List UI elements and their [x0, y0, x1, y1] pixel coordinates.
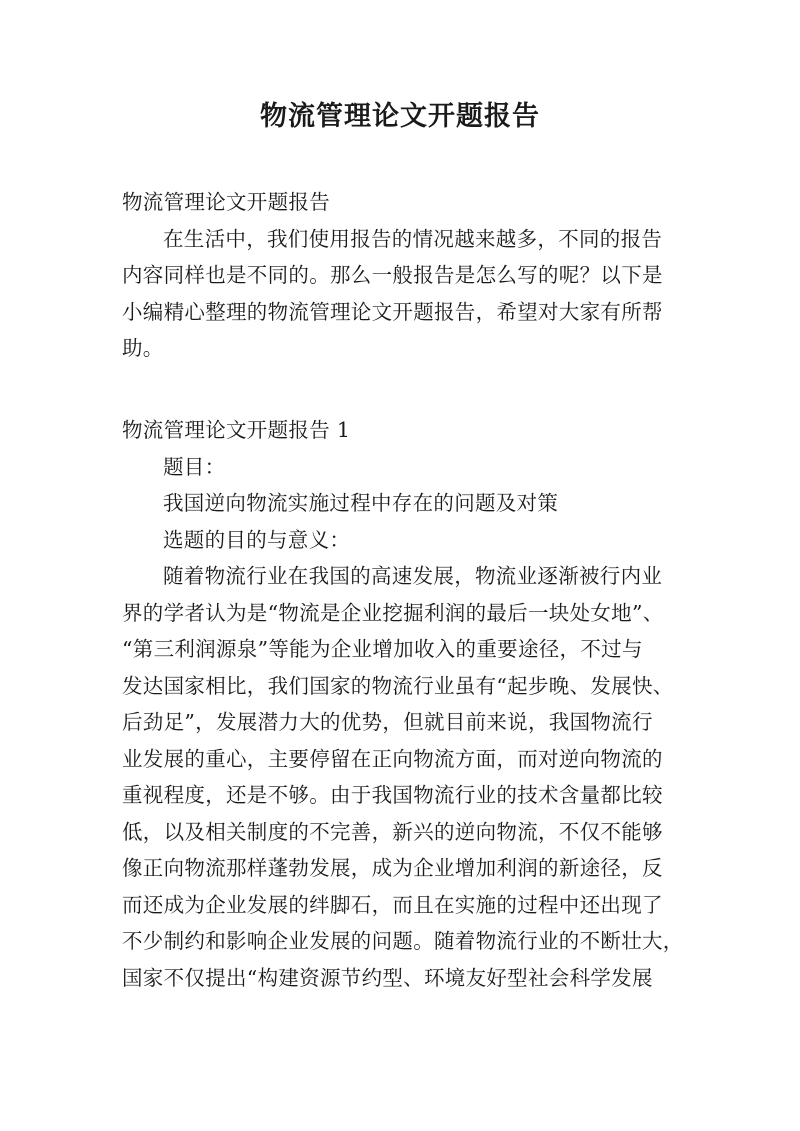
purpose-paragraph-line: 而还成为企业发展的绊脚石，而且在实施的过程中还出现了 [122, 892, 663, 917]
report-1-heading: 物流管理论文开题报告 1 [122, 418, 351, 442]
purpose-paragraph-line: 业发展的重心，主要停留在正向物流方面，而对逆向物流的 [122, 746, 663, 771]
purpose-label: 选题的目的与意义： [163, 527, 351, 552]
purpose-paragraph-line: 重视程度，还是不够。由于我国物流行业的技术含量都比较 [122, 783, 663, 807]
purpose-paragraph-line: 低，以及相关制度的不完善，新兴的逆向物流，不仅不能够 [122, 819, 663, 844]
purpose-paragraph-line: 随着物流行业在我国的高速发展，物流业逐渐被行内业 [163, 564, 663, 588]
topic-text: 我国逆向物流实施过程中存在的问题及对策 [163, 491, 559, 515]
purpose-paragraph-line: “第三利润源泉”等能为企业增加收入的重要途径，不过与 [122, 637, 643, 661]
purpose-paragraph-line: 发达国家相比，我们国家的物流行业虽有“起步晚、发展快、 [122, 673, 674, 698]
intro-paragraph-line: 在生活中，我们使用报告的情况越来越多，不同的报告 [163, 226, 663, 251]
report-1-section [122, 412, 682, 996]
purpose-paragraph-line: 界的学者认为是“物流是企业挖掘利润的最后一块处女地”、 [122, 600, 664, 625]
intro-paragraph-line: 内容同样也是不同的。那么一般报告是怎么写的呢？以下是 [122, 263, 663, 287]
purpose-paragraph-line: 后劲足”，发展潜力大的优势，但就目前来说，我国物流行 [122, 710, 653, 734]
topic-label: 题目： [163, 454, 226, 479]
purpose-paragraph-line: 像正向物流那样蓬勃发展，成为企业增加利润的新途径，反 [122, 856, 663, 880]
intro-paragraph-line: 小编精心整理的物流管理论文开题报告，希望对大家有所帮 [122, 299, 663, 324]
intro-heading: 物流管理论文开题报告 [122, 190, 330, 214]
purpose-paragraph-line: 国家不仅提出“构建资源节约型、环境友好型社会科学发展 [122, 965, 653, 990]
intro-paragraph-line: 助。 [122, 336, 164, 360]
document-title: 物流管理论文开题报告 [260, 101, 540, 132]
purpose-paragraph-line: 不少制约和影响企业发展的问题。随着物流行业的不断壮大， [122, 929, 684, 953]
intro-section [122, 184, 682, 367]
